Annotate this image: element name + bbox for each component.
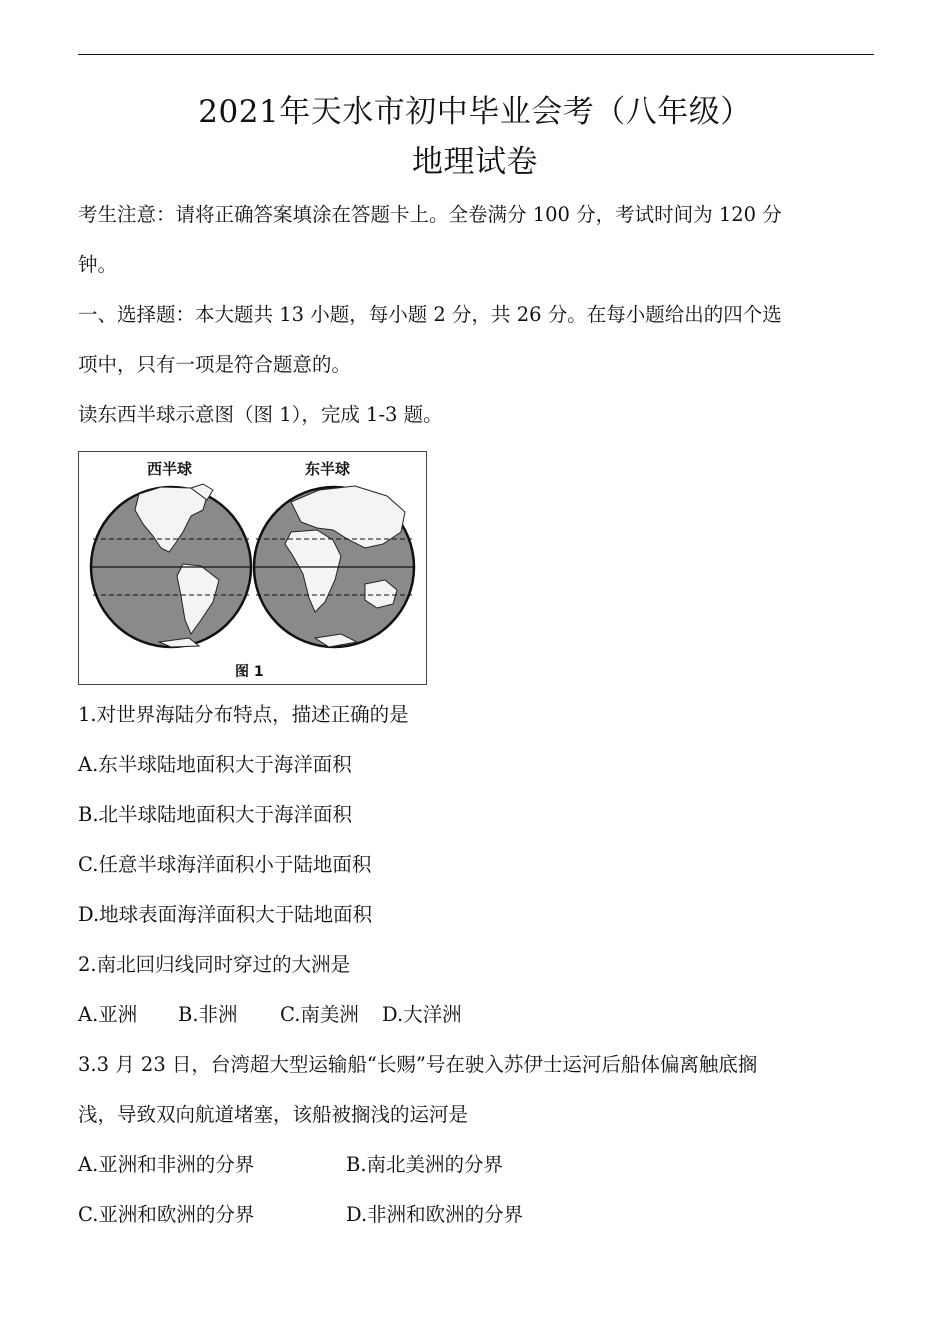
question-2-option-d: D.大洋洲 (382, 1003, 462, 1026)
hemisphere-map (79, 452, 426, 684)
question-3-option-b: B.南北美洲的分界 (346, 1153, 504, 1176)
question-2-option-c: C.南美洲 (280, 1003, 359, 1026)
question-3-stem-line-2: 浅，导致双向航道堵塞，该船被搁浅的运河是 (78, 1103, 469, 1126)
exam-subject: 地理试卷 (412, 144, 538, 180)
question-3-option-a: A.亚洲和非洲的分界 (78, 1153, 255, 1176)
question-3-stem-line-1: 3.3 月 23 日，台湾超大型运输船“长赐”号在驶入苏伊士运河后船体偏离触底搁 (78, 1053, 758, 1076)
question-1-option-c: C.任意半球海洋面积小于陆地面积 (78, 853, 372, 876)
question-3-option-c: C.亚洲和欧洲的分界 (78, 1203, 255, 1226)
western-hemisphere (91, 484, 251, 647)
question-2-option-a: A.亚洲 (78, 1003, 138, 1026)
question-2-stem: 2.南北回归线同时穿过的大洲是 (78, 953, 351, 976)
eastern-hemisphere (254, 486, 414, 647)
notice-line-2: 钟。 (78, 253, 118, 276)
question-1-stem: 1.对世界海陆分布特点，描述正确的是 (78, 703, 409, 726)
hemisphere-figure (78, 451, 427, 685)
question-1-option-b: B.北半球陆地面积大于海洋面积 (78, 803, 353, 826)
notice-line-1: 考生注意：请将正确答案填涂在答题卡上。全卷满分 100 分，考试时间为 120 分 (78, 203, 782, 226)
section-instruction-line-2: 项中，只有一项是符合题意的。 (78, 353, 352, 376)
question-2-option-b: B.非洲 (178, 1003, 238, 1026)
figure-caption: 图 1 (235, 664, 264, 680)
question-3-option-d: D.非洲和欧洲的分界 (346, 1203, 524, 1226)
figure-intro: 读东西半球示意图（图 1），完成 1-3 题。 (78, 403, 443, 426)
question-1-option-a: A.东半球陆地面积大于海洋面积 (78, 753, 352, 776)
exam-title: 2021年天水市初中毕业会考（八年级） (198, 94, 752, 130)
question-1-option-d: D.地球表面海洋面积大于陆地面积 (78, 903, 373, 926)
west-hemisphere-label: 西半球 (147, 460, 193, 478)
section-instruction-line-1: 一、选择题：本大题共 13 小题，每小题 2 分，共 26 分。在每小题给出的四个选 (78, 303, 782, 326)
header-rule (78, 54, 874, 55)
east-hemisphere-label: 东半球 (305, 460, 351, 478)
